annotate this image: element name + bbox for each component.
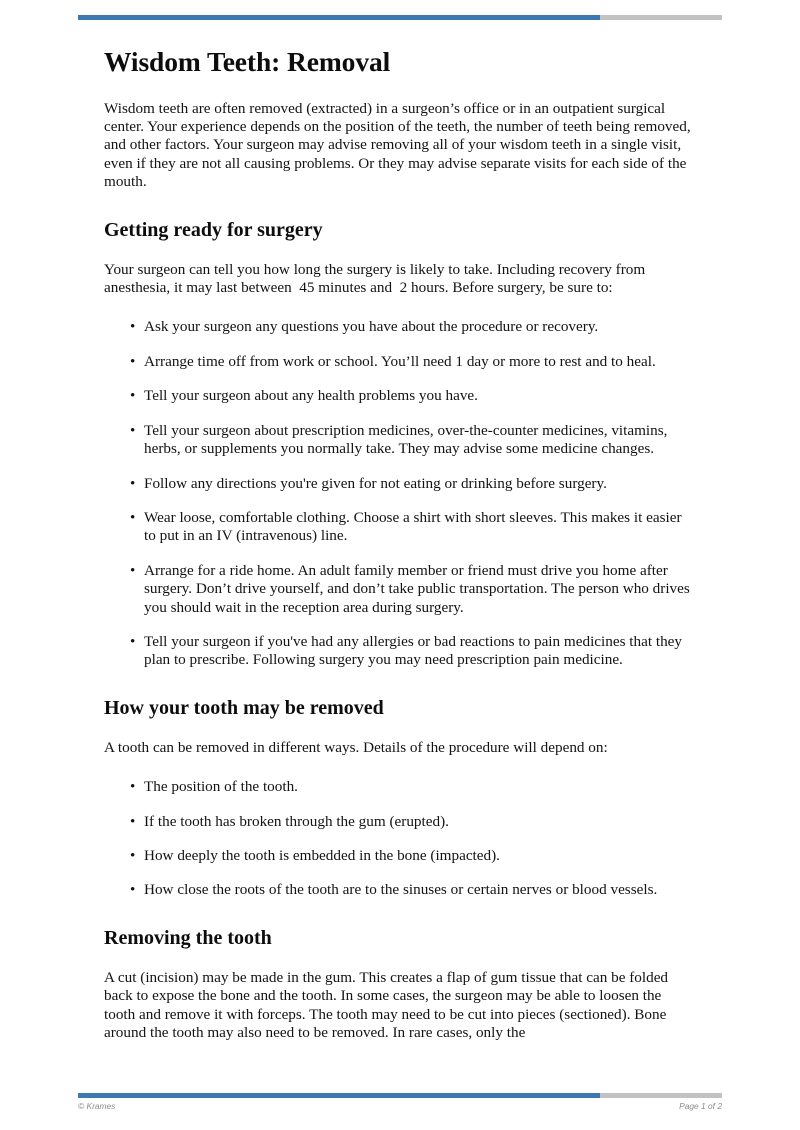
list-item: [104, 318, 696, 336]
list-item-text: Wear loose, comfortable clothing. Choose a shirt with short sleeves. This makes it easier to put in an IV (intravenous) line.: [144, 508, 682, 545]
list-item-text: Arrange time off from work or school. You’ll need 1 day or more to rest and to heal.: [144, 352, 656, 370]
bullet-list-how-tooth-removed: [104, 778, 696, 900]
footer-copyright: © Krames: [78, 1101, 116, 1111]
bullet-icon: •: [130, 881, 136, 899]
document-content: [104, 46, 696, 1056]
bullet-icon: •: [130, 474, 136, 492]
bullet-icon: •: [130, 846, 136, 864]
header-rule-gray-segment: [600, 15, 722, 20]
section-heading-how-tooth-removed: How your tooth may be removed: [104, 696, 384, 719]
section-heading-removing-tooth: Removing the tooth: [104, 926, 272, 949]
bullet-icon: •: [130, 632, 136, 650]
list-item: [104, 509, 696, 546]
list-item-text: Tell your surgeon about any health problems you have.: [144, 387, 478, 405]
bullet-icon: •: [130, 508, 136, 526]
section-intro-getting-ready: Your surgeon can tell you how long the surgery is likely to take. Including recovery from anesthesia, it may last between 45 minutes and 2 hours. Before surgery, be sure to:: [104, 260, 649, 297]
list-item-text: The position of the tooth.: [144, 778, 298, 796]
spacer: [104, 311, 696, 318]
footer-page-number: Page 1 of 2: [679, 1101, 722, 1111]
section-intro-how-tooth-removed: A tooth can be removed in different ways. Details of the procedure will depend on:: [104, 738, 608, 756]
bullet-list-getting-ready: [104, 318, 696, 669]
list-item-text: Ask your surgeon any questions you have about the procedure or recovery.: [144, 318, 599, 336]
list-item: [104, 778, 696, 796]
list-item: [104, 847, 696, 865]
list-item: [104, 562, 696, 617]
page-footer: [78, 1101, 722, 1111]
list-item: [104, 475, 696, 493]
list-item-text: Tell your surgeon if you've had any allergies or bad reactions to pain medicines that they plan to prescribe. Following surgery you may need prescription pain medicine.: [144, 632, 683, 669]
bullet-icon: •: [130, 561, 136, 579]
list-item: [104, 353, 696, 371]
bullet-icon: •: [130, 812, 136, 830]
list-item-text: If the tooth has broken through the gum (erupted).: [144, 812, 449, 830]
header-rule: [78, 15, 722, 20]
footer-rule: [78, 1093, 722, 1098]
bullet-icon: •: [130, 778, 136, 796]
section-heading-getting-ready: Getting ready for surgery: [104, 218, 323, 241]
footer-rule-gray-segment: [600, 1093, 722, 1098]
bullet-icon: •: [130, 352, 136, 370]
list-item-text: Arrange for a ride home. An adult family member or friend must drive you home after surgery. Don’t drive yourself, and don’t take public transportation. The person who drives you should wait in the reception area during surgery.: [144, 561, 690, 616]
section-intro-removing-tooth: A cut (incision) may be made in the gum. This creates a flap of gum tissue that can be folded back to expose the bone and the tooth. In some cases, the surgeon may be able to loosen the tooth and remove it with forceps. The tooth may need to be cut into pieces (sectioned). Bone around the tooth may also need to be removed. In rare cases, only the: [104, 968, 672, 1041]
list-item: [104, 813, 696, 831]
bullet-icon: •: [130, 387, 136, 405]
list-item-text: Tell your surgeon about prescription medicines, over-the-counter medicines, vitamins, herbs, or supplements you normally take. They may advise some medicine changes.: [144, 421, 668, 458]
list-item-text: How close the roots of the tooth are to the sinuses or certain nerves or blood vessels.: [144, 881, 658, 899]
intro-paragraph: Wisdom teeth are often removed (extracted) in a surgeon’s office or in an outpatient surgical center. Your experience depends on the position of the teeth, the number of teeth being removed, and other factors. Your surgeon may advise removing all of your wisdom teeth in a single visit, even if they are not all causing problems. Or they may advise separate visits for each side of the mouth.: [104, 99, 695, 191]
list-item-text: How deeply the tooth is embedded in the bone (impacted).: [144, 846, 500, 864]
list-item: [104, 881, 696, 899]
bullet-icon: •: [130, 421, 136, 439]
list-item-text: Follow any directions you're given for not eating or drinking before surgery.: [144, 474, 607, 492]
list-item: [104, 387, 696, 405]
footer-rule-blue-segment: [78, 1093, 600, 1098]
header-rule-blue-segment: [78, 15, 600, 20]
spacer: [104, 771, 696, 778]
list-item: [104, 633, 696, 670]
list-item: [104, 422, 696, 459]
page-title: Wisdom Teeth: Removal: [104, 46, 391, 77]
bullet-icon: •: [130, 318, 136, 336]
